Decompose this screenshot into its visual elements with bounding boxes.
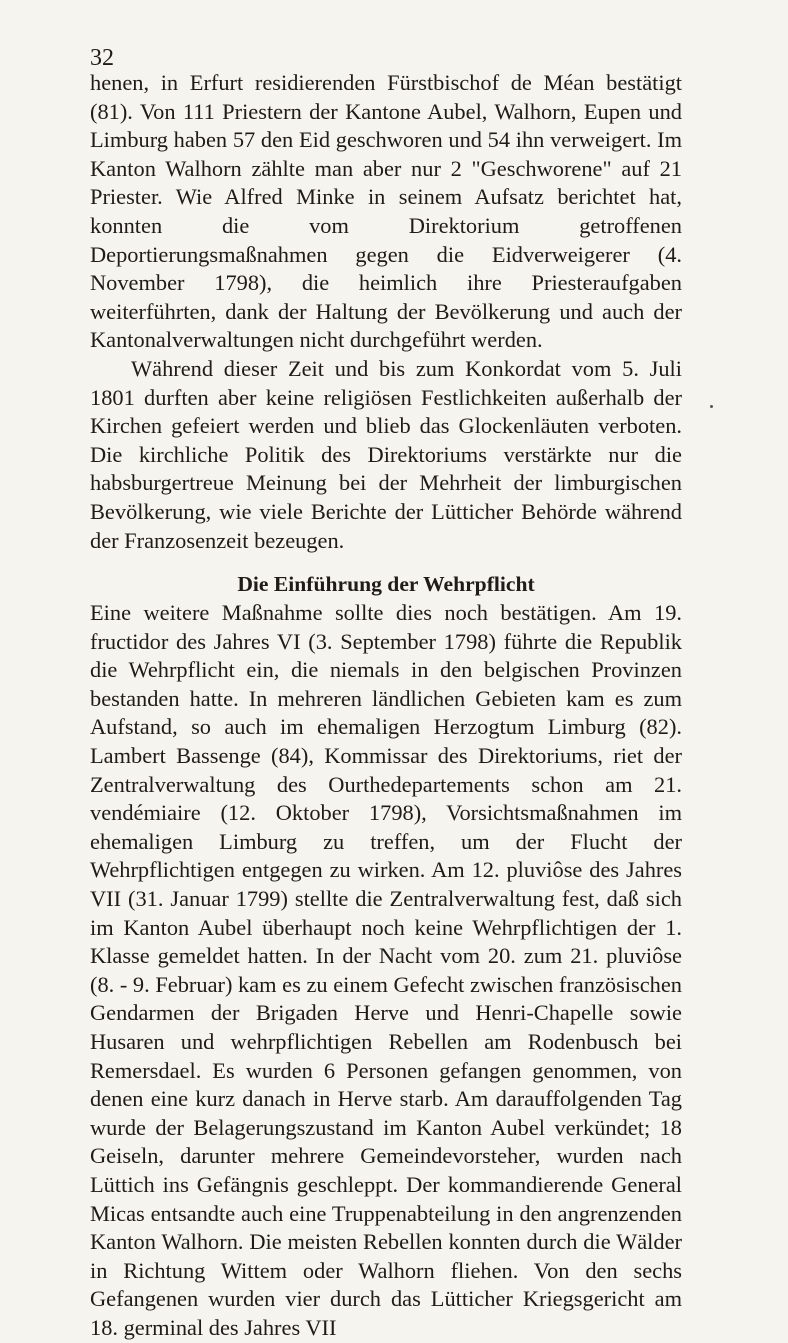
section-heading: Die Einführung der Wehrpflicht [237,572,535,597]
page-number: 32 [90,45,114,71]
paragraph-conscription: Eine weitere Maßnahme sollte dies noch bestätigen. Am 19. fructidor des Jahres VI (3. September 1798) führte die Republik die Wehrpflicht ein, die niemals in den belgischen Provinzen bestanden hatte. In mehreren ländlichen Gebieten kam es zum Aufstand, so auch im ehemaligen Herzogtum Limburg (82). Lambert Bassenge (84), Kommissar des Direktoriums, riet der Zentralverwaltung des Ourthedepartements schon am 21. vendémiaire (12. Oktober 1798), Vorsichtsmaßnahmen im ehemaligen Limburg zu treffen, um der Flucht der Wehrpflichtigen entgegen zu wirken. Am 12. pluviôse des Jahres VII (31. Januar 1799) stellte die Zentralverwaltung fest, daß sich im Kanton Aubel überhaupt noch keine Wehrpflichtigen der 1. Klasse gemeldet hatten. In der Nacht vom 20. zum 21. pluviôse (8. - 9. Februar) kam es zu einem Gefecht zwischen französischen Gendarmen der Brigaden Herve und Henri-Chapelle sowie Husaren und wehrpflichtigen Rebellen am Rodenbusch bei Remersdael. Es wurden 6 Personen gefangen genommen, von denen eine kurz danach in Herve starb. Am darauffolgenden Tag wurde der Belagerungszustand im Kanton Aubel verkündet; 18 Geiseln, darunter mehrere Gemeindevorsteher, wurden nach Lüttich ins Gefängnis geschleppt. Der kommandierende General Micas entsandte auch eine Truppenabteilung in den angrenzenden Kanton Walhorn. Die meisten Rebellen konnten durch die Wälder in Richtung Wittem oder Walhorn fliehen. Von den sechs Gefangenen wurden vier durch das Lütticher Kriegsgericht am 18. germinal des Jahres VII [90,600,682,1340]
margin-dot-mark [710,405,713,408]
paragraph-religious-restrictions: Während dieser Zeit und bis zum Konkordat vom 5. Juli 1801 durften aber keine religiösen Festlichkeiten außerhalb der Kirchen gefeiert werden und blieb das Glockenläuten verboten. Die kirchliche Politik des Direktoriums verstärkte nur die habsburgertreue Meinung bei der Mehrheit der limburgischen Bevölkerung, wie viele Berichte der Lütticher Behörde während der Franzosenzeit bezeugen. [90,355,682,553]
paragraph-oath-statistics: henen, in Erfurt residierenden Fürstbischof de Méan bestätigt (81). Von 111 Priestern der Kantone Aubel, Walhorn, Eupen und Limburg haben 57 den Eid geschworen und 54 ihn verweigert. Im Kanton Walhorn zählte man aber nur 2 "Geschworene" auf 21 Priester. Wie Alfred Minke in seinem Aufsatz berichtet hat, konnten die vom Direktorium getroffenen Deportierungsmaßnahmen gegen die Eidverweigerer (4. November 1798), die heimlich ihre Priesteraufgaben weiterführten, dank der Haltung der Bevölkerung und auch der Kantonalverwaltungen nicht durchgeführt werden. [90,70,682,353]
book-page [90,44,682,1343]
